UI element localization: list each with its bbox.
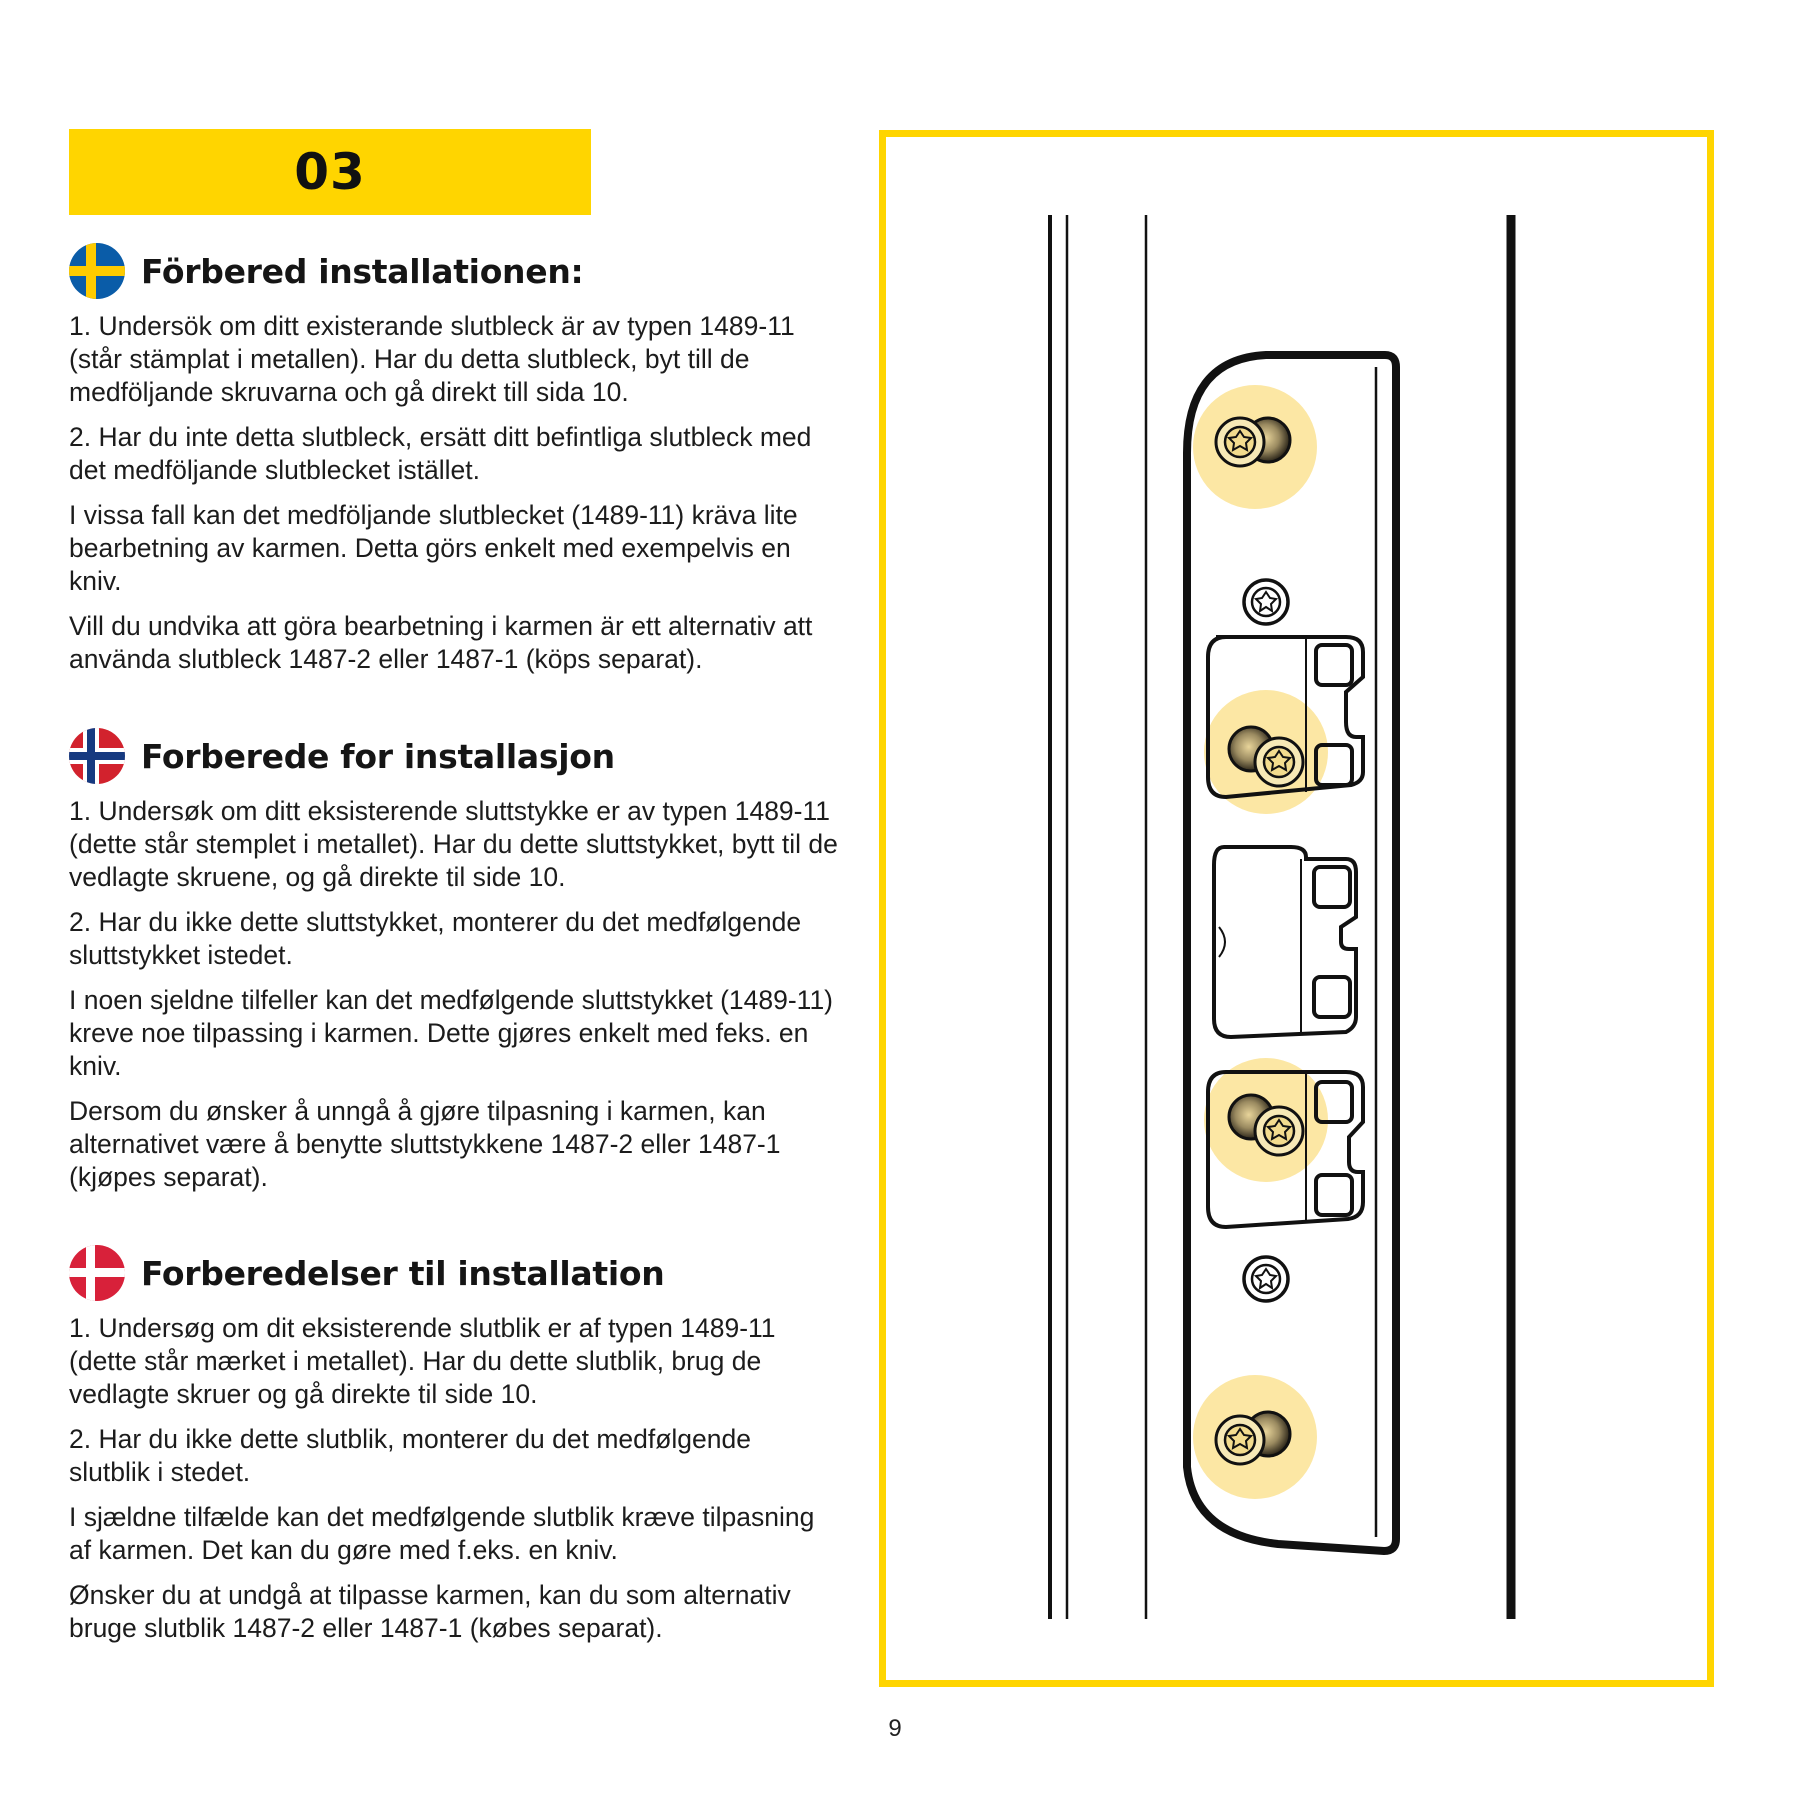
- paragraph: 1. Undersøg om dit eksisterende slutblik er af typen 1489-11 (dette står mærket i metallet). Har du dette slutblik, brug de vedlagte skruer og gå direkte til side 10.: [69, 1313, 776, 1409]
- page-number: 9: [888, 1715, 902, 1742]
- strike-plate-illustration: [886, 137, 1707, 1680]
- paragraph: 1. Undersøk om ditt eksisterende sluttstykke er av typen 1489-11 (dette står stemplet i metallet). Har du dette sluttstykket, bytt til de vedlagte skruene, og gå direkte til side 10.: [69, 796, 838, 892]
- section-title: Forberede for installasjon: [141, 736, 615, 776]
- section-title: Forberedelser til installation: [141, 1253, 665, 1293]
- section-danish: [69, 1244, 839, 1657]
- paragraph: 1. Undersök om ditt existerande slutbleck är av typen 1489-11 (står stämplat i metallen). Har du detta slutbleck, byt till de medföljande skruvarna och gå direkt till sida 10.: [69, 311, 795, 407]
- paragraph: 2. Har du ikke dette slutblik, monterer du det medfølgende slutblik i stedet.: [69, 1424, 751, 1487]
- section-swedish: [69, 242, 839, 688]
- norway-flag-icon: [69, 728, 125, 784]
- section-heading: [69, 727, 839, 785]
- fixed-screw-lower: [1244, 1257, 1288, 1301]
- paragraph: 2. Har du ikke dette sluttstykket, monterer du det medfølgende sluttstykket istedet.: [69, 907, 802, 970]
- paragraph: Dersom du ønsker å unngå å gjøre tilpasning i karmen, kan alternativet være å benytte sluttstykkene 1487-2 eller 1487-1 (kjøpes separat).: [69, 1096, 781, 1192]
- section-norwegian: [69, 727, 839, 1206]
- sweden-flag-icon: [69, 243, 125, 299]
- fixed-screw-upper: [1244, 580, 1288, 624]
- step-number: 03: [294, 143, 366, 201]
- paragraph: Ønsker du at undgå at tilpasse karmen, kan du som alternativ bruge slutblik 1487-2 eller 1487-1 (købes separat).: [69, 1580, 791, 1643]
- paragraph: I sjældne tilfælde kan det medfølgende slutblik kræve tilpasning af karmen. Det kan du gøre med f.eks. en kniv.: [69, 1502, 815, 1565]
- section-title: Förbered installationen:: [141, 251, 584, 291]
- section-heading: [69, 242, 839, 300]
- screw-1: [1216, 418, 1290, 466]
- strike-plate: [1187, 355, 1396, 1551]
- section-heading: [69, 1244, 839, 1302]
- paragraph: I vissa fall kan det medföljande slutblecket (1489-11) kräva lite bearbetning av karmen. Detta görs enkelt med exempelvis en kniv.: [69, 500, 798, 596]
- paragraph: Vill du undvika att göra bearbetning i karmen är ett alternativ att använda slutbleck 1487-2 eller 1487-1 (köps separat).: [69, 611, 813, 674]
- denmark-flag-icon: [69, 1245, 125, 1301]
- step-banner: [69, 129, 591, 215]
- paragraph: I noen sjeldne tilfeller kan det medfølgende sluttstykket (1489-11) kreve noe tilpassing i karmen. Dette gjøres enkelt med feks. en kniv.: [69, 985, 834, 1081]
- illustration-frame: [879, 130, 1714, 1687]
- paragraph: 2. Har du inte detta slutbleck, ersätt ditt befintliga slutbleck med det medföljande slutblecket istället.: [69, 422, 812, 485]
